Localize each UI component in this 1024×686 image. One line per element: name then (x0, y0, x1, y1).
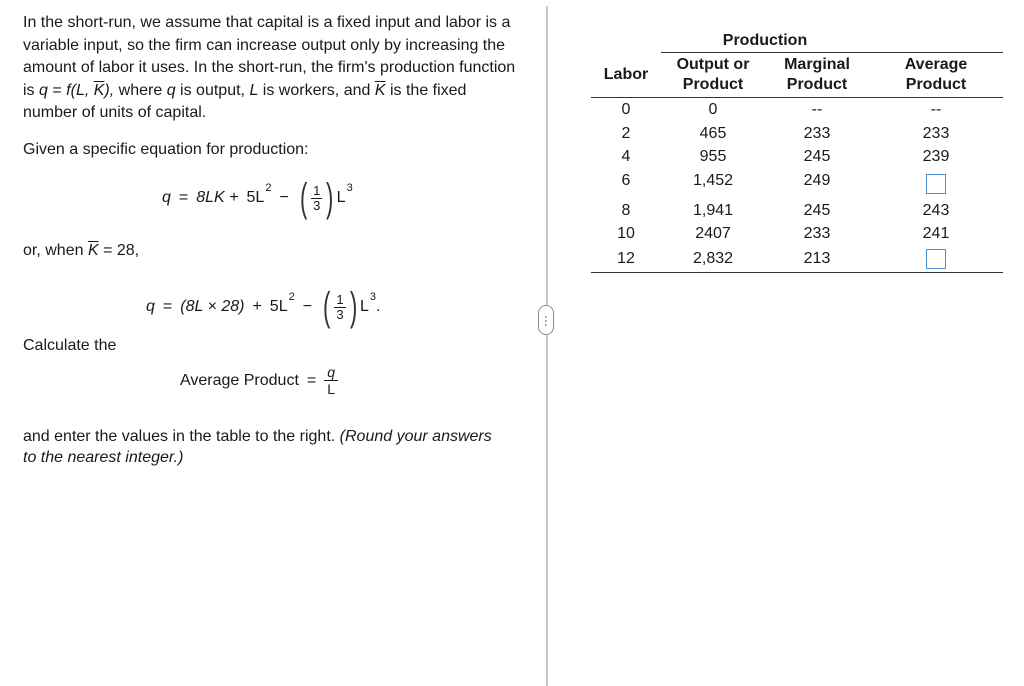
output-cell: 0 (708, 101, 718, 119)
eq1-equals: = (178, 189, 189, 206)
eq1-frac-den: 3 (313, 197, 321, 213)
eq2-fraction (334, 293, 345, 322)
output-cell: 1,452 (692, 171, 734, 189)
average-header: Average Product (869, 53, 1003, 98)
instruction-text (23, 426, 493, 468)
var-q: q (39, 81, 48, 99)
avg-eq-num: q (327, 364, 336, 380)
labor-header: Labor (591, 53, 661, 98)
eq2-frac-num: 1 (336, 291, 344, 307)
round-text: (Round your answers to the nearest integer.) (23, 428, 492, 466)
output-header: Output or Product (661, 53, 765, 98)
eq2-exp2: 2 (288, 291, 295, 303)
average-answer-input-labor-6[interactable] (926, 174, 946, 194)
table-row (591, 199, 1003, 223)
output-cell: 2407 (695, 225, 731, 243)
given-text: Given a specific equation for production: (23, 141, 309, 158)
marginal-cell: 249 (803, 171, 831, 189)
intro-paragraph (23, 12, 523, 125)
eq2-term1: (8L × 28) (180, 298, 245, 315)
avg-eq-fraction (324, 364, 338, 397)
intro-text-2: where (118, 81, 163, 99)
table-row (591, 98, 1003, 122)
marginal-cell: 245 (803, 148, 831, 166)
average-cell: 239 (922, 148, 950, 166)
production-header: Production (661, 30, 869, 53)
intro-text-1: In the short-run, we assume that capital is a fixed input and labor is a variable input, so the firm can increase output only by increasing the amount of labor it uses. In the short-run, the firm's production function is (23, 14, 516, 99)
var-k-bar-2: $\overline{K}$ (374, 81, 386, 99)
eq2-plus: + (252, 298, 262, 315)
calculate-text: Calculate the (23, 337, 117, 354)
eq1-q: q (162, 189, 171, 206)
marginal-cell: 245 (803, 201, 831, 219)
output-cell: 1,941 (692, 201, 734, 219)
table-row (591, 145, 1003, 169)
eq2-equals: = (162, 298, 173, 315)
avg-eq-den: L (324, 380, 338, 397)
avg-eq-label: Average Product (180, 371, 299, 389)
eq2-minus: − (302, 298, 313, 315)
eq1-frac-num: 1 (313, 182, 321, 198)
or-when-prefix: or, when (23, 242, 84, 259)
marginal-header: Marginal Product (765, 53, 869, 98)
intro-text-4: is workers, and (262, 81, 371, 99)
avg-eq-equals: = (306, 371, 317, 389)
eq2-q: q (146, 298, 155, 315)
or-when-text (23, 242, 139, 260)
output-cell: 465 (699, 124, 727, 142)
average-cell: 233 (922, 124, 950, 142)
marginal-cell: 233 (803, 124, 831, 142)
marginal-cell: 233 (803, 225, 831, 243)
marginal-cell: 213 (765, 246, 869, 273)
average-product-equation (180, 364, 338, 397)
table-row (591, 169, 1003, 199)
equals-sign: = (52, 81, 62, 99)
output-cell: 955 (699, 148, 727, 166)
average-cell: 243 (922, 201, 950, 219)
production-equation-substituted: q = (8L × 28) + 5L 2 − ( $\frac{1}{3}$ ) L 3 . (146, 285, 381, 329)
var-k-bar: $\overline{K}$ (93, 81, 105, 99)
labor-cell: 12 (591, 246, 661, 273)
table-row (591, 222, 1003, 246)
output-cell: 2,832 (661, 246, 765, 273)
average-answer-input-labor-12[interactable] (926, 249, 946, 269)
pane-resize-handle[interactable]: ⋯ (538, 305, 554, 335)
labor-cell: 0 (621, 101, 631, 119)
eq2-term2: 5L (269, 298, 288, 315)
eq2-exp3: 3 (369, 291, 376, 303)
labor-cell: 10 (617, 225, 635, 243)
table-row (591, 246, 1003, 273)
eq1-term3: L (336, 189, 346, 206)
function-f: f(L, (66, 81, 90, 99)
or-when-suffix: = 28, (103, 242, 140, 259)
eq1-minus: − (279, 189, 289, 206)
var-l: L (249, 81, 259, 99)
eq1-term2: 5L (246, 189, 265, 206)
production-equation: q = 8LK + 5L 2 − ( $\frac{1}{3}$ ) L 3 (162, 176, 353, 220)
labor-cell: 8 (621, 201, 631, 219)
intro-text-3: is output, (180, 81, 245, 99)
enter-text: and enter the values in the table to the right. (23, 428, 336, 445)
pane-divider[interactable] (546, 6, 548, 686)
production-table (591, 30, 1003, 273)
average-cell: -- (930, 101, 942, 119)
labor-cell: 6 (621, 171, 631, 189)
marginal-cell: -- (811, 101, 823, 119)
average-cell (869, 169, 1003, 199)
eq1-exp3: 3 (346, 182, 353, 194)
eq2-frac-den: 3 (336, 306, 344, 322)
production-table-container (591, 30, 1003, 273)
or-when-k-bar: $\overline{K}$ (87, 242, 99, 259)
table-header-row (591, 53, 1003, 98)
eq1-term1: 8LK + (196, 189, 239, 206)
table-super-header-row (591, 30, 1003, 53)
var-q-2: q (166, 81, 176, 99)
eq2-term3: L (359, 298, 369, 315)
eq1-exp2: 2 (265, 182, 272, 194)
average-cell (869, 246, 1003, 273)
intro-text-5: is the fixed number of units of capital. (23, 81, 467, 121)
eq1-fraction (311, 184, 322, 213)
labor-cell: 2 (621, 124, 631, 142)
eq2-period: . (375, 298, 381, 315)
function-close: ), (104, 81, 115, 99)
labor-cell: 4 (621, 148, 631, 166)
average-cell: 241 (922, 225, 950, 243)
table-row (591, 122, 1003, 146)
